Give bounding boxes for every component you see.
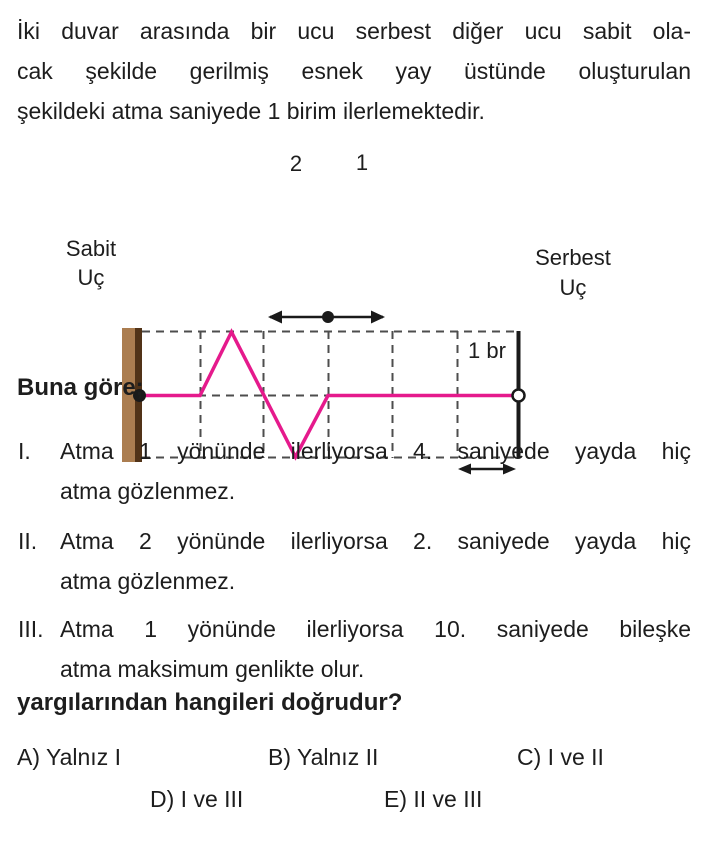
fixed-end-label-line1: Sabit [65, 236, 117, 261]
option-d[interactable]: D) I ve III [150, 786, 244, 812]
lead-in-text: Buna göre; [17, 374, 144, 401]
fixed-end-label-line2: Uç [77, 265, 105, 290]
direction-left-arrowhead [268, 311, 282, 324]
option-c[interactable]: C) I ve II [517, 744, 604, 770]
free-end-label-line2: Uç [559, 275, 587, 300]
statement-1-line1: Atma 1 yönünde ilerliyorsa 4. saniyede yayda hiç [60, 438, 691, 464]
question-prompt: yargılarından hangileri doğrudur? [17, 689, 403, 716]
intro-line-3: şekildeki atma saniyede 1 birim ilerlemektedir. [17, 98, 485, 124]
statement-3-line2: atma maksimum genlikte olur. [60, 656, 365, 682]
fixed-end-label [58, 234, 124, 292]
option-a[interactable]: A) Yalnız I [17, 744, 121, 770]
unit-label: 1 br [468, 338, 506, 363]
spring-pulse-figure [0, 140, 708, 375]
option-e[interactable]: E) II ve III [384, 786, 483, 812]
statement-3-marker: III. [18, 616, 44, 642]
statement-1-line2: atma gözlenmez. [60, 478, 236, 504]
free-end-label-line1: Serbest [535, 245, 611, 270]
direction-left-label: 2 [289, 151, 303, 176]
statement-2-marker: II. [18, 528, 38, 554]
statement-2-text [60, 521, 691, 601]
option-b[interactable]: B) Yalnız II [268, 744, 379, 770]
direction-origin-dot [322, 311, 334, 323]
statement-1-text [60, 431, 691, 511]
statement-2-line1: Atma 2 yönünde ilerliyorsa 2. saniyede yayda hiç [60, 528, 691, 554]
intro-line-2: cak şekilde gerilmiş esnek yay üstünde oluşturulan [17, 58, 691, 84]
question-intro-paragraph [17, 11, 691, 131]
direction-right-label: 1 [355, 150, 369, 175]
statement-3-line1: Atma 1 yönünde ilerliyorsa 10. saniyede bileşke [60, 616, 691, 642]
statement-3-text [60, 609, 691, 689]
free-end-circle [513, 390, 525, 402]
free-end-label [527, 243, 619, 303]
direction-right-arrowhead [371, 311, 385, 324]
statement-1-marker: I. [18, 438, 31, 464]
statement-2-line2: atma gözlenmez. [60, 568, 236, 594]
intro-line-1: İki duvar arasında bir ucu serbest diğer ucu sabit ola- [17, 18, 691, 44]
